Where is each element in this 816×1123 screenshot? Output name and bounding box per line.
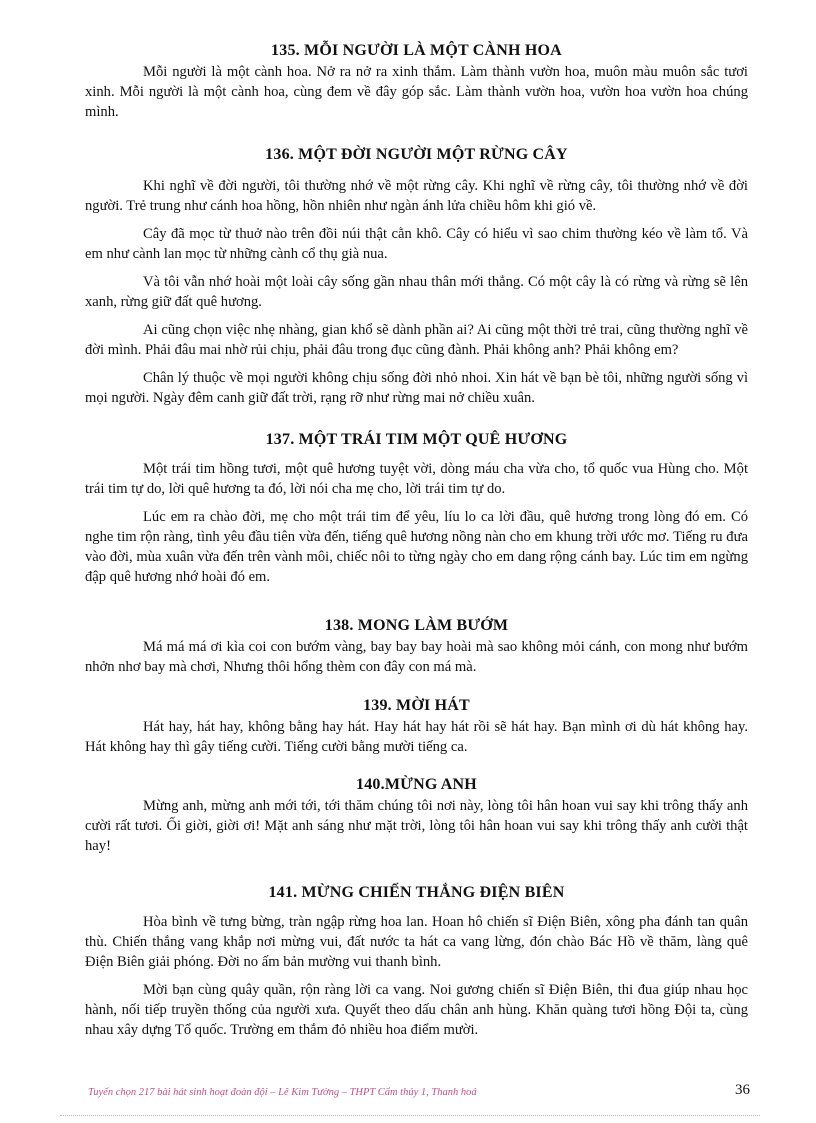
footer-caption: Tuyển chọn 217 bài hát sinh hoạt đoàn đội – Lê Kim Tường – THPT Cẩm thủy 1, Thanh hoá bbox=[88, 1087, 477, 1098]
song-paragraph: Mời bạn cùng quây quần, rộn ràng lời ca vang. Noi gương chiến sĩ Điện Biên, thi đua giúp nhau học hành, nối tiếp truyền thống của người xưa. Quyết theo dấu chân anh hùng. Khăn quàng tươi hồng Đội ta, cùng nhau xây dựng Tổ quốc. Trường em thắm đỏ nhiều hoa điểm mười. bbox=[85, 982, 748, 1038]
song-title: 140.MỪNG ANH bbox=[356, 776, 477, 793]
song-paragraph: Chân lý thuộc về mọi người không chịu sống đời nhỏ nhoi. Xin hát về bạn bè tôi, những người sống vì mọi người. Ngày đêm canh giữ đất trời, rạng rỡ như rừng mai nở chiều xuân. bbox=[85, 370, 748, 406]
song-title: 137. MỘT TRÁI TIM MỘT QUÊ HƯƠNG bbox=[265, 431, 568, 448]
song-paragraph: Khi nghĩ về đời người, tôi thường nhớ về một rừng cây. Khi nghĩ về rừng cây, tôi thường nhớ về đời người. Trẻ trung như cánh hoa hồng, hồn nhiên như ngàn ánh lửa chiều hôm khi gió về. bbox=[85, 178, 748, 214]
song-paragraph: Hòa bình về tưng bừng, tràn ngập rừng hoa lan. Hoan hô chiến sĩ Điện Biên, xông pha đánh tan quân thù. Chiến thắng vang khắp nơi mừng vui, đất nước ta hát ca vang lừng, đón chào Bác Hồ về thăm, làng quê Điện Biên giải phóng. Đời no ấm bản mường vui thanh bình. bbox=[85, 914, 748, 970]
song-paragraph: Hát hay, hát hay, không bằng hay hát. Hay hát hay hát rồi sẽ hát hay. Bạn mình ơi dù hát không hay. Hát không hay thì gây tiếng cười. Tiếng cười bằng mười tiếng ca. bbox=[85, 719, 748, 755]
song-paragraph: Má má má ơi kìa coi con bướm vàng, bay bay bay hoài mà sao không mỏi cánh, con mong như bướm nhởn nhơ bay mà chơi, Nhưng thôi hổng thèm con đây con má mà. bbox=[85, 639, 748, 675]
song-title: 138. MONG LÀM BƯỚM bbox=[324, 617, 509, 634]
song-title: 136. MỘT ĐỜI NGƯỜI MỘT RỪNG CÂY bbox=[265, 146, 568, 163]
song-138 bbox=[85, 615, 748, 677]
song-paragraph: Và tôi vẫn nhớ hoài một loài cây sống gần nhau thân mới thẳng. Có một cây là có rừng và rừng sẽ lên xanh, rừng giữ đất quê hương. bbox=[85, 274, 748, 310]
song-139 bbox=[85, 695, 748, 757]
page-bottom-divider bbox=[60, 1115, 760, 1116]
song-paragraph: Mừng anh, mừng anh mới tới, tới thăm chúng tôi nơi này, lòng tôi hân hoan vui say khi trông thấy anh cười rất tươi. Ối giời, giời ơi! Mặt anh sáng như mặt trời, lòng tôi hân hoan vui say khi trông thấy anh cười thật hay! bbox=[85, 798, 748, 854]
song-paragraph: Cây đã mọc từ thuở nào trên đồi núi thật cằn khô. Cây có hiểu vì sao chim thường kéo về làm tổ. Và em như cành lan mọc từ những cành cổ thụ già nua. bbox=[85, 226, 748, 262]
song-title: 135. MỖI NGƯỜI LÀ MỘT CÀNH HOA bbox=[271, 42, 562, 59]
song-141 bbox=[85, 882, 748, 1040]
song-paragraph: Ai cũng chọn việc nhẹ nhàng, gian khổ sẽ dành phần ai? Ai cũng một thời trẻ trai, cũng thường nghĩ về đời mình. Phải đâu mai nhờ rủi chịu, phải đâu trong đục cũng đành. Phải không anh? Phải không em? bbox=[85, 322, 748, 358]
song-136 bbox=[85, 144, 748, 408]
song-paragraph: Mỗi người là một cành hoa. Nở ra nở ra xinh thắm. Làm thành vườn hoa, muôn màu muôn sắc tươi xinh. Mỗi người là một cành hoa, cùng đem về đây góp sắc. Làm thành vườn hoa, vườn hoa vườn hoa chúng mình. bbox=[85, 64, 748, 120]
song-title: 139. MỜI HÁT bbox=[363, 697, 470, 714]
song-140 bbox=[85, 774, 748, 856]
page-number: 36 bbox=[735, 1082, 750, 1098]
song-paragraph: Lúc em ra chào đời, mẹ cho một trái tim để yêu, líu lo ca lời đầu, quê hương trong lòng đó em. Có nghe tim rộn ràng, tình yêu đầu tiên vừa đến, tiếng quê hương nồng nàn cho em khung trời ước mơ. Tiếng ru đưa vào đời, mùa xuân vừa đến trên vành môi, chiếc nôi to từng ngày cho em dang rộng cánh bay. Lúc tim em ngừng đập quê hương nhớ hoài đó em. bbox=[85, 509, 748, 585]
song-135 bbox=[85, 40, 748, 122]
song-137 bbox=[85, 429, 748, 587]
song-paragraph: Một trái tim hồng tươi, một quê hương tuyệt vời, dòng máu cha vừa cho, tổ quốc vua Hùng cho. Một trái tim tự do, lời quê hương ta đó, lời nói cha mẹ cho, lời trái tim tự do. bbox=[85, 461, 748, 497]
song-title: 141. MỪNG CHIẾN THẮNG ĐIỆN BIÊN bbox=[268, 884, 565, 901]
